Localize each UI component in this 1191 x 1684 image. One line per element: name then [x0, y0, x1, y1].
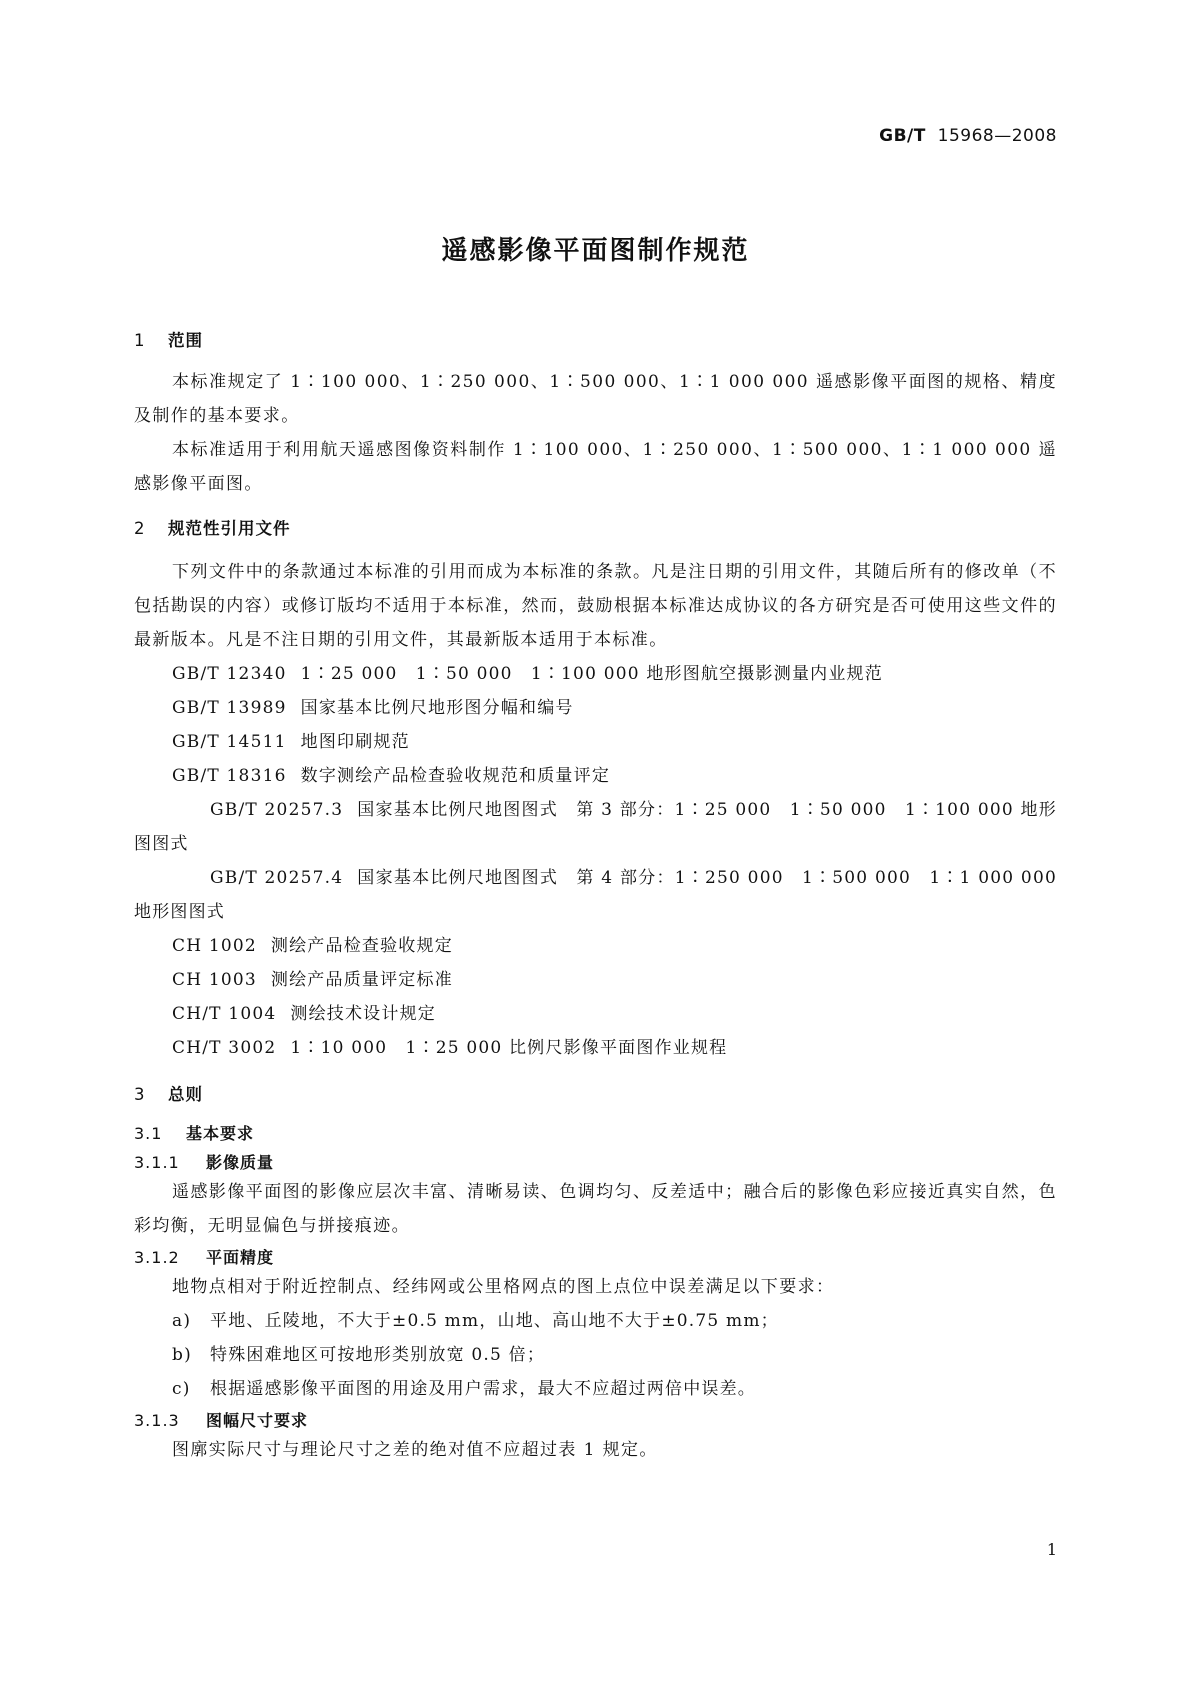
- subsection-title: 影像质量: [206, 1153, 275, 1172]
- reference-item: [134, 963, 1057, 997]
- planar-accuracy-paragraph: 地物点相对于附近控制点、经纬网或公里格网点的图上点位中误差满足以下要求：: [172, 1277, 835, 1297]
- reference-code: CH 1002: [172, 936, 257, 956]
- section-title: 规范性引用文件: [168, 519, 291, 538]
- reference-title: 国家基本比例尺地形图分幅和编号: [300, 698, 574, 718]
- section-2-heading: [134, 515, 1057, 539]
- references-intro: 下列文件中的条款通过本标准的引用而成为本标准的条款。凡是注日期的引用文件，其随后所有的修改单（不包括勘误的内容）或修订版均不适用于本标准，然而，鼓励根据本标准达成协议的各方研究是否可使用这些文件的最新版本。凡是不注日期的引用文件，其最新版本适用于本标准。: [134, 562, 1057, 650]
- scope-paragraph-2: 本标准适用于利用航天遥感图像资料制作 1∶100 000、1∶250 000、1∶500 000、1∶1 000 000 遥感影像平面图。: [134, 440, 1057, 494]
- reference-code: CH/T 1004: [172, 1004, 277, 1024]
- subsection-3-1-3-heading: [134, 1408, 1057, 1431]
- reference-item: [134, 997, 1057, 1031]
- list-marker: a): [172, 1311, 192, 1331]
- reference-code: GB/T 20257.3: [210, 800, 344, 820]
- scope-paragraph-1: 本标准规定了 1∶100 000、1∶250 000、1∶500 000、1∶1 000 000 遥感影像平面图的规格、精度及制作的基本要求。: [134, 372, 1057, 426]
- subsection-3-1-1-heading: [134, 1150, 1057, 1173]
- section-title: 范围: [168, 331, 203, 350]
- list-item: [134, 1304, 1057, 1338]
- list-text: 平地、丘陵地，不大于±0.5 mm，山地、高山地不大于±0.75 mm；: [210, 1311, 779, 1331]
- section-number: 3: [134, 1085, 146, 1104]
- subsection-title: 基本要求: [186, 1124, 255, 1143]
- image-quality-paragraph: 遥感影像平面图的影像应层次丰富、清晰易读、色调均匀、反差适中；融合后的影像色彩应接近真实自然，色彩均衡，无明显偏色与拼接痕迹。: [134, 1182, 1057, 1236]
- reference-code: GB/T 18316: [172, 766, 287, 786]
- section-1-heading: [134, 327, 1057, 351]
- reference-code: GB/T 20257.4: [210, 868, 344, 888]
- subsection-3-1-heading: [134, 1121, 1057, 1144]
- reference-title: 1∶10 000 1∶25 000 比例尺影像平面图作业规程: [290, 1038, 728, 1058]
- subsection-number: 3.1.3: [134, 1411, 180, 1430]
- subsection-title: 平面精度: [206, 1248, 275, 1267]
- standard-code: [879, 126, 1057, 146]
- reference-item: [134, 657, 1057, 691]
- list-text: 特殊困难地区可按地形类别放宽 0.5 倍；: [210, 1345, 546, 1365]
- document-title: 遥感影像平面图制作规范: [441, 236, 750, 266]
- list-marker: c): [172, 1379, 191, 1399]
- reference-title: 1∶25 000 1∶50 000 1∶100 000 地形图航空摄影测量内业规范: [300, 664, 883, 684]
- reference-code: GB/T 13989: [172, 698, 287, 718]
- reference-title: 测绘产品检查验收规定: [270, 936, 453, 956]
- reference-item: [134, 1031, 1057, 1065]
- accuracy-list: [134, 1304, 1057, 1406]
- list-item: [134, 1338, 1057, 1372]
- reference-title: 数字测绘产品检查验收规范和质量评定: [300, 766, 611, 786]
- reference-title: 测绘技术设计规定: [290, 1004, 436, 1024]
- list-marker: b): [172, 1345, 192, 1365]
- reference-code: GB/T 14511: [172, 732, 287, 752]
- list-text: 根据遥感影像平面图的用途及用户需求，最大不应超过两倍中误差。: [210, 1379, 756, 1399]
- reference-code: CH/T 3002: [172, 1038, 277, 1058]
- list-item: [134, 1372, 1057, 1406]
- page-number: 1: [1046, 1540, 1057, 1559]
- subsection-number: 3.1: [134, 1124, 163, 1143]
- document-body: [134, 327, 1057, 1467]
- standard-prefix: GB/T: [879, 126, 926, 146]
- reference-item: [134, 691, 1057, 725]
- reference-item: [134, 725, 1057, 759]
- reference-code: CH 1003: [172, 970, 257, 990]
- section-number: 1: [134, 331, 146, 350]
- reference-title: 国家基本比例尺地图图式 第 3 部分：1∶25 000 1∶50 000 1∶100 000 地形图图式: [134, 800, 1057, 854]
- reference-title: 国家基本比例尺地图图式 第 4 部分：1∶250 000 1∶500 000 1∶1 000 000 地形图图式: [134, 868, 1057, 922]
- reference-title: 地图印刷规范: [300, 732, 410, 752]
- reference-list: [134, 657, 1057, 1065]
- reference-title: 测绘产品质量评定标准: [270, 970, 453, 990]
- section-3-heading: [134, 1081, 1057, 1105]
- section-title: 总则: [168, 1085, 203, 1104]
- standard-number: 15968—2008: [937, 126, 1057, 146]
- section-number: 2: [134, 519, 146, 538]
- subsection-3-1-2-heading: [134, 1245, 1057, 1268]
- reference-item: [134, 759, 1057, 793]
- subsection-title: 图幅尺寸要求: [206, 1411, 309, 1430]
- reference-item: [134, 929, 1057, 963]
- reference-item: [134, 793, 1057, 861]
- reference-code: GB/T 12340: [172, 664, 287, 684]
- subsection-number: 3.1.2: [134, 1248, 180, 1267]
- subsection-number: 3.1.1: [134, 1153, 180, 1172]
- reference-item: [134, 861, 1057, 929]
- sheet-size-paragraph: 图廓实际尺寸与理论尺寸之差的绝对值不应超过表 1 规定。: [172, 1440, 658, 1460]
